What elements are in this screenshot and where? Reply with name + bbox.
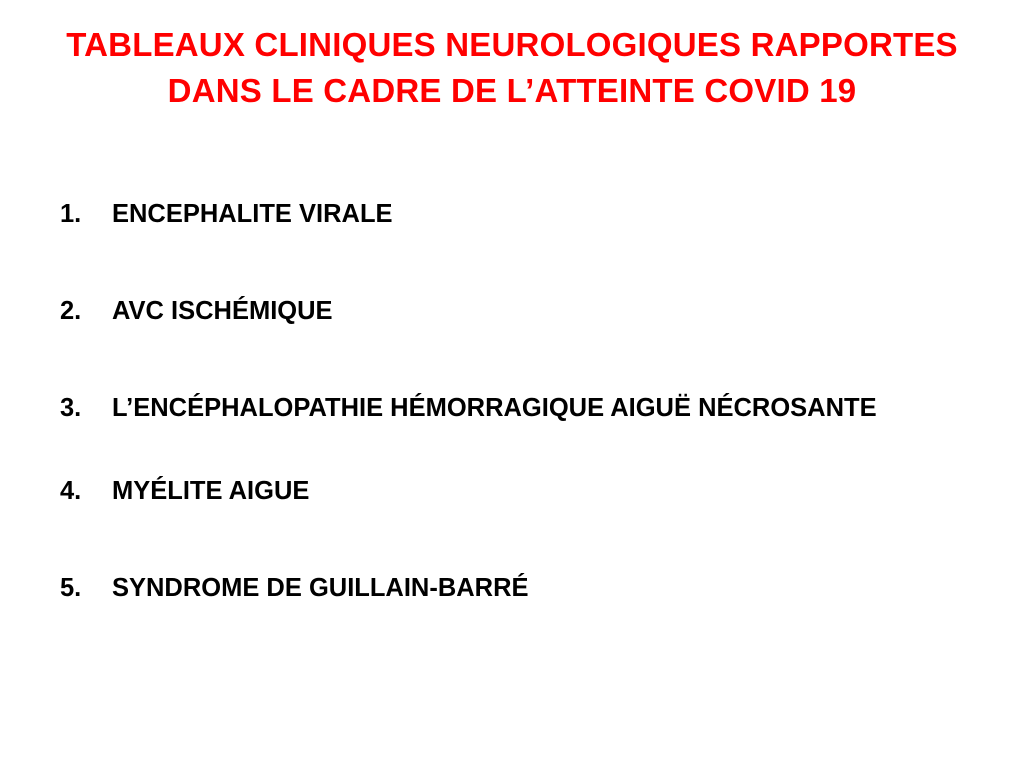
list-item-number: 1. [60,200,82,228]
list-item-number: 2. [60,297,82,325]
clinical-presentations-list [60,196,980,667]
list-item [60,196,980,232]
list-item-label: SYNDROME DE GUILLAIN-BARRÉ [112,574,529,602]
list-item-number: 5. [60,574,82,602]
list-item-label: ENCEPHALITE VIRALE [112,200,393,228]
list-item [60,390,980,426]
page-title: TABLEAUX CLINIQUES NEUROLOGIQUES RAPPORTES DANS LE CADRE DE L’ATTEINTE COVID 19 [66,26,958,109]
list-item-label: AVC ISCHÉMIQUE [112,297,333,325]
list-item-label: L’ENCÉPHALOPATHIE HÉMORRAGIQUE AIGUË NÉCROSANTE [112,394,877,422]
list-item-number: 4. [60,477,82,505]
list-item-label: MYÉLITE AIGUE [112,477,310,505]
list-item-number: 3. [60,394,82,422]
list-item [60,570,980,606]
list-item [60,473,980,509]
list-item [60,293,980,329]
